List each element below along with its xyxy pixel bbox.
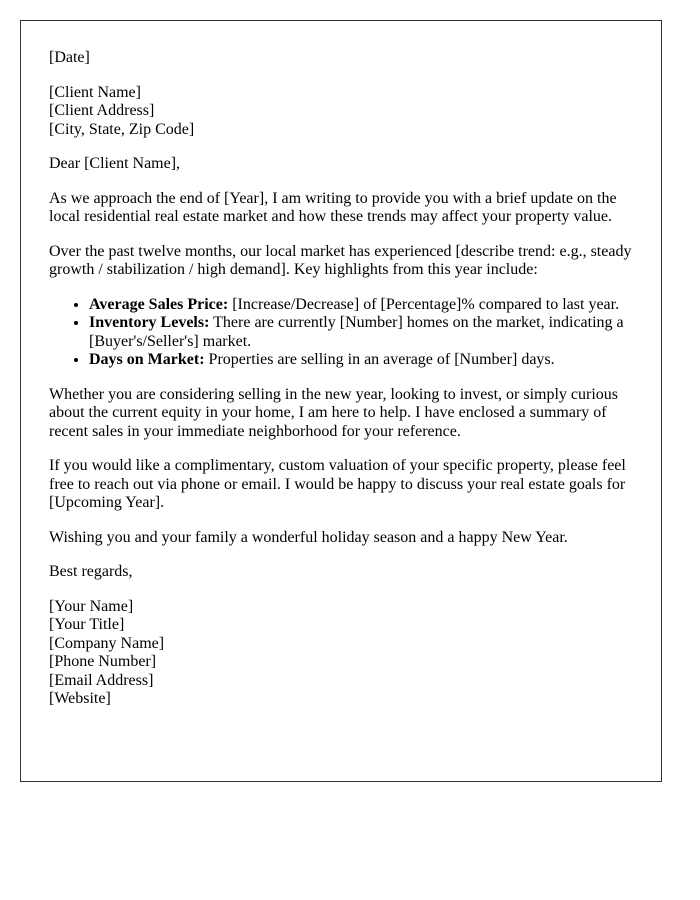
paragraph-valuation-offer: If you would like a complimentary, custom valuation of your specific property, please feel free to reach out via phone or email. I would be happy to discuss your real estate goals for [Upcoming Year]. [49, 457, 626, 511]
recipient-city-state-zip: [City, State, Zip Code] [49, 120, 195, 138]
signature-phone-number: [Phone Number] [49, 653, 157, 670]
signature-your-name: [Your Name] [49, 597, 134, 615]
highlight-label-inventory-levels: Inventory Levels: [89, 314, 210, 331]
highlight-label-average-sales-price: Average Sales Price: [89, 295, 229, 313]
recipient-address: [Client Address] [49, 102, 155, 119]
recipient-block [49, 84, 633, 140]
signature-email-address: [Email Address] [49, 671, 154, 689]
highlight-text-inventory-levels: There are currently [Number] homes on the market, indicating a [Buyer's/Seller's] market. [89, 314, 624, 350]
highlight-average-sales-price [89, 296, 633, 315]
paragraph-market-trend: Over the past twelve months, our local market has experienced [describe trend: e.g., steady growth / stabilization / high demand]. Key highlights from this year include: [49, 242, 632, 278]
recipient-name: [Client Name] [49, 83, 141, 101]
highlight-text-average-sales-price: [Increase/Decrease] of [Percentage]% compared to last year. [228, 295, 620, 313]
paragraph-help-offer: Whether you are considering selling in the new year, looking to invest, or simply curious about the current equity in your home, I am here to help. I have enclosed a summary of recent sales in your immediate neighborhood for your reference. [49, 385, 619, 440]
highlights-list [49, 296, 633, 370]
highlight-text-days-on-market: Properties are selling in an average of [Number] days. [204, 351, 555, 368]
letter-document [20, 20, 662, 782]
highlight-days-on-market [89, 351, 633, 370]
salutation: Dear [Client Name], [49, 155, 181, 172]
highlight-label-days-on-market: Days on Market: [89, 351, 205, 368]
date-placeholder: [Date] [49, 49, 90, 66]
paragraph-intro: As we approach the end of [Year], I am writing to provide you with a brief update on the local residential real estate market and how these trends may affect your property value. [49, 189, 617, 225]
closing: Best regards, [49, 563, 133, 580]
signature-company-name: [Company Name] [49, 634, 165, 652]
signature-block [49, 598, 633, 709]
highlight-inventory-levels [89, 314, 633, 351]
signature-your-title: [Your Title] [49, 616, 125, 633]
paragraph-holiday-wishes: Wishing you and your family a wonderful holiday season and a happy New Year. [49, 528, 568, 546]
signature-website: [Website] [49, 690, 111, 707]
